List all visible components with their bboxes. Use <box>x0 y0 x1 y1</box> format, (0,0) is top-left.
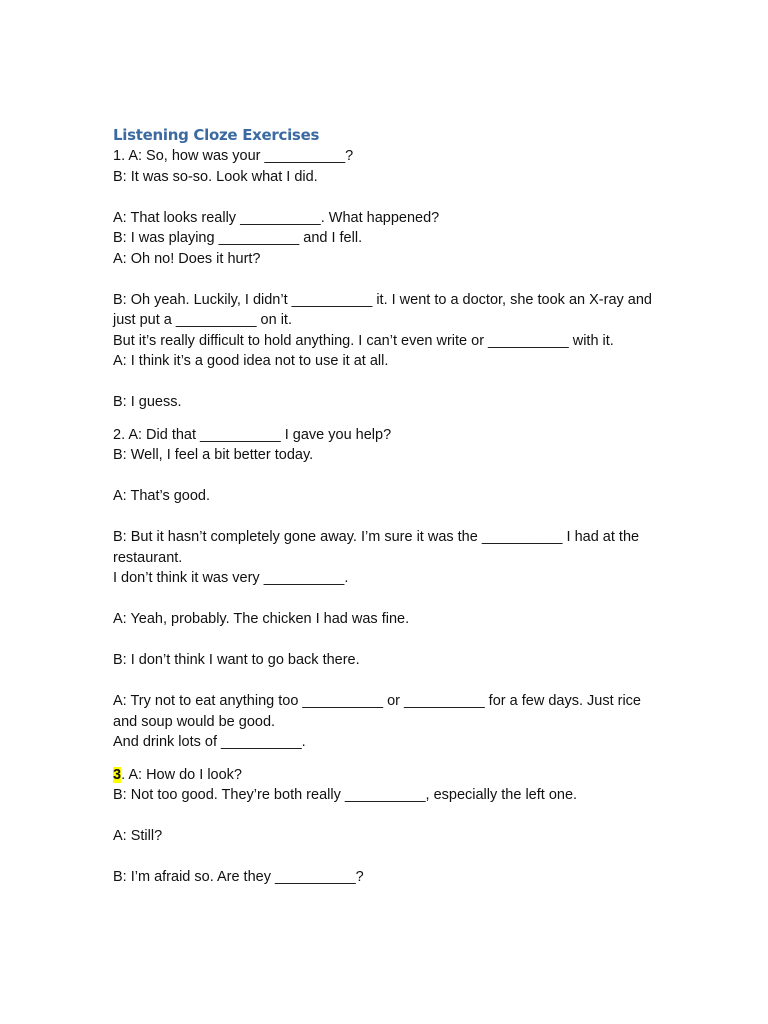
ex2-line-4: B: But it hasn’t completely gone away. I’m sure it was the __________ I had at the restaurant. <box>113 529 644 566</box>
ex1-line-5: A: Oh no! Does it hurt? <box>113 250 261 267</box>
ex2-line-2: B: Well, I feel a bit better today. <box>113 447 314 463</box>
ex2-line-9: And drink lots of __________. <box>113 734 306 750</box>
ex3-line-2: B: Not too good. They’re both really __________, especially the left one. <box>113 787 578 803</box>
page-title: Listening Cloze Exercises <box>113 126 320 144</box>
ex3-line-1-text: . A: How do I look? <box>121 766 242 783</box>
ex3-line-1 <box>113 765 653 786</box>
ex1-line-6: B: Oh yeah. Luckily, I didn’t __________ it. I went to a doctor, she took an X-ray and just put a __________ on it. <box>113 291 657 328</box>
ex1-line-7: But it’s really difficult to hold anything. I can’t even write or __________ with it. <box>113 332 614 349</box>
ex2-line-8: A: Try not to eat anything too __________ or __________ for a few days. Just rice and soup would be good. <box>113 693 646 730</box>
ex3-number-highlight: 3 <box>113 766 122 783</box>
ex3-line-3: A: Still? <box>113 828 163 844</box>
ex1-line-1: 1. A: So, how was your __________? <box>113 148 354 164</box>
ex3-line-4: B: I’m afraid so. Are they __________? <box>113 869 364 885</box>
ex2-line-1: 2. A: Did that __________ I gave you help? <box>113 426 392 443</box>
ex1-line-4: B: I was playing __________ and I fell. <box>113 230 363 246</box>
ex1-line-2: B: It was so-so. Look what I did. <box>113 168 318 185</box>
ex2-line-6: A: Yeah, probably. The chicken I had was fine. <box>113 611 410 627</box>
ex1-line-9: B: I guess. <box>113 394 182 410</box>
ex2-line-5: I don’t think it was very __________. <box>113 570 349 586</box>
document-content <box>113 124 657 888</box>
ex1-line-3: A: That looks really __________. What happened? <box>113 209 440 226</box>
ex1-line-8: A: I think it’s a good idea not to use it at all. <box>113 353 389 369</box>
ex2-line-3: A: That’s good. <box>113 488 211 504</box>
ex2-line-7: B: I don’t think I want to go back there. <box>113 652 360 668</box>
